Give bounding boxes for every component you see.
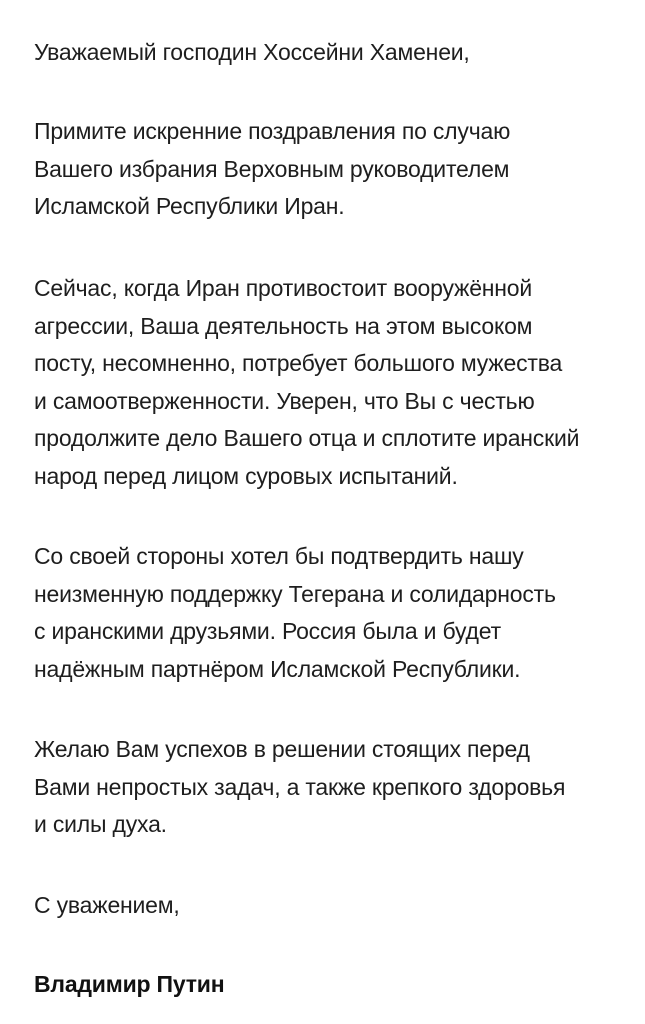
paragraph-line: Со своей стороны хотел бы подтвердить нашу — [34, 543, 524, 569]
paragraph-line: посту, несомненно, потребует большого мужества — [34, 350, 563, 376]
paragraph-line: Вами непростых задач, а также крепкого здоровья — [34, 774, 566, 800]
closing: С уважением, — [34, 892, 180, 918]
greeting: Уважаемый господин Хоссейни Хаменеи, — [34, 39, 470, 65]
paragraph-line: с иранскими друзьями. Россия была и будет — [34, 618, 501, 644]
paragraph-line: Примите искренние поздравления по случаю — [34, 118, 511, 144]
signature: Владимир Путин — [34, 971, 225, 997]
paragraph-line: Желаю Вам успехов в решении стоящих перед — [34, 736, 530, 762]
paragraph-line: неизменную поддержку Тегерана и солидарность — [34, 581, 556, 607]
paragraph-line: агрессии, Ваша деятельность на этом высоком — [34, 313, 533, 339]
paragraph-line: Исламской Республики Иран. — [34, 193, 345, 219]
paragraph-line: и самоотверженности. Уверен, что Вы с честью — [34, 388, 535, 414]
paragraph-line: и силы духа. — [34, 811, 167, 837]
paragraph-line: Вашего избрания Верховным руководителем — [34, 156, 510, 182]
paragraph-line: надёжным партнёром Исламской Республики. — [34, 656, 521, 682]
paragraph-line: Сейчас, когда Иран противостоит вооружённой — [34, 275, 533, 301]
paragraph-line: продолжите дело Вашего отца и сплотите иранский — [34, 425, 580, 451]
paragraph-line: народ перед лицом суровых испытаний. — [34, 463, 458, 489]
